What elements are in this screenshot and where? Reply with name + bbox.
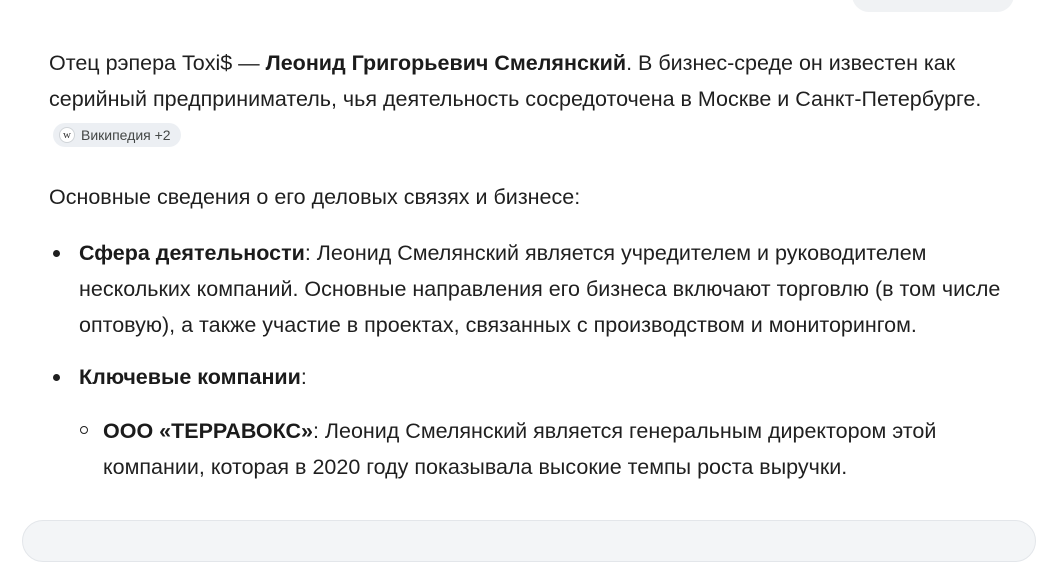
list-item-text: : bbox=[300, 365, 307, 389]
list-item-title: Сфера деятельности bbox=[79, 241, 305, 265]
company-name: ООО «ТЕРРАВОКС» bbox=[103, 419, 313, 443]
list-item bbox=[49, 359, 1024, 485]
top-action-chip[interactable] bbox=[852, 0, 1014, 12]
response-text bbox=[49, 45, 1024, 501]
intro-suffix: . В бизнес-среде он известен как серийный предприниматель, чья деятельность сосредоточена в Москве и Санкт-Петербурге. bbox=[49, 51, 982, 111]
sub-list-item-text: : Леонид Смелянский является генеральным директором этой компании, которая в 2020 году показывала высокие темпы роста выручки. bbox=[103, 419, 937, 479]
input-bar[interactable] bbox=[22, 520, 1036, 562]
sub-list-item bbox=[79, 413, 1024, 485]
source-chip[interactable] bbox=[53, 123, 181, 147]
list-item-title: Ключевые компании bbox=[79, 365, 301, 389]
intro-paragraph bbox=[49, 45, 1024, 153]
intro-prefix: Отец рэпера Toxi$ — bbox=[49, 51, 266, 75]
wikipedia-icon: w bbox=[59, 127, 75, 143]
source-chip-label: Википедия +2 bbox=[81, 127, 171, 143]
sub-list bbox=[79, 413, 1024, 485]
bullet-list bbox=[49, 235, 1024, 485]
person-name: Леонид Григорьевич Смелянский bbox=[265, 51, 627, 75]
lead-paragraph: Основные сведения о его деловых связях и бизнесе: bbox=[49, 185, 581, 209]
list-item bbox=[49, 235, 1024, 343]
list-item-text: : Леонид Смелянский является учредителем и руководителем нескольких компаний. Основные направления его бизнеса включают торговлю (в том числе оптовую), а также участие в проектах, связанных с производством и мониторингом. bbox=[79, 241, 1001, 337]
